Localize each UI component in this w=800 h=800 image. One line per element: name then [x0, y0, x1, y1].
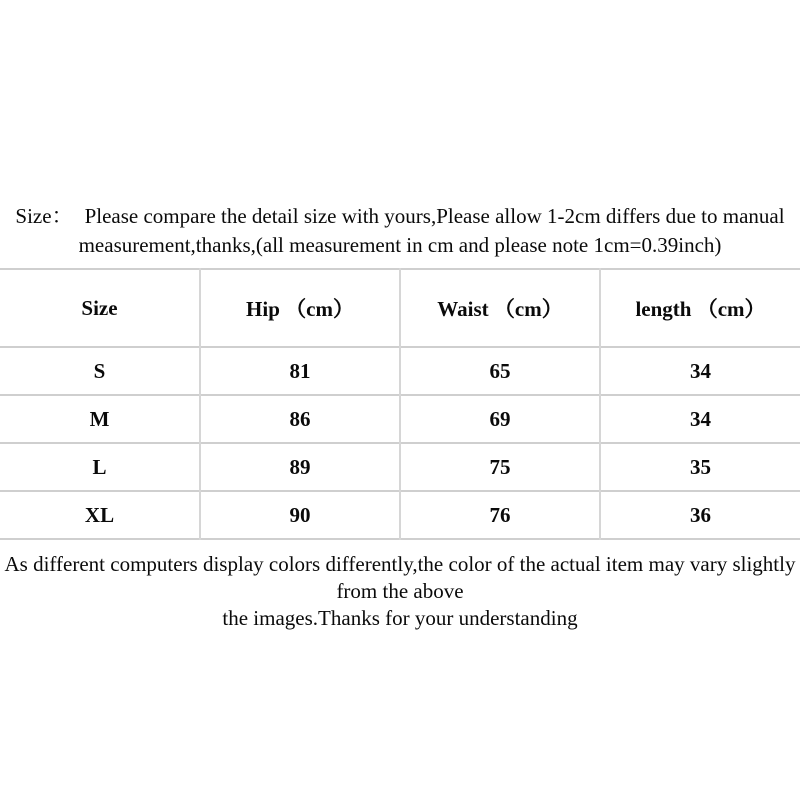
header-hip: Hip （cm） [200, 269, 400, 347]
table-row-m [0, 395, 800, 443]
cell-waist: 76 [400, 491, 600, 539]
size-note-line2: measurement,thanks,(all measurement in cm and please note 1cm=0.39inch) [78, 233, 722, 257]
table-row-xl [0, 491, 800, 539]
size-note-text1: Please compare the detail size with yours,Please allow 1-2cm differs due to manual [84, 204, 785, 228]
cell-length: 36 [600, 491, 800, 539]
cell-size: S [0, 347, 200, 395]
cell-length: 35 [600, 443, 800, 491]
size-note-label: Size： [15, 204, 73, 228]
color-disclaimer [0, 551, 800, 632]
header-size: Size [0, 269, 200, 347]
header-waist: Waist （cm） [400, 269, 600, 347]
cell-size: L [0, 443, 200, 491]
size-note [0, 0, 800, 260]
cell-length: 34 [600, 395, 800, 443]
size-note-line1 [0, 202, 800, 231]
cell-hip: 81 [200, 347, 400, 395]
size-table-header-row [0, 269, 800, 347]
header-length: length （cm） [600, 269, 800, 347]
table-row-l [0, 443, 800, 491]
cell-hip: 86 [200, 395, 400, 443]
cell-hip: 89 [200, 443, 400, 491]
cell-waist: 75 [400, 443, 600, 491]
table-row-s [0, 347, 800, 395]
cell-size: XL [0, 491, 200, 539]
cell-waist: 65 [400, 347, 600, 395]
color-disclaimer-line2: the images.Thanks for your understanding [222, 606, 578, 630]
size-table [0, 268, 800, 540]
cell-size: M [0, 395, 200, 443]
cell-waist: 69 [400, 395, 600, 443]
cell-hip: 90 [200, 491, 400, 539]
cell-length: 34 [600, 347, 800, 395]
color-disclaimer-line1: As different computers display colors differently,the color of the actual item may vary slightly from the above [4, 552, 796, 603]
